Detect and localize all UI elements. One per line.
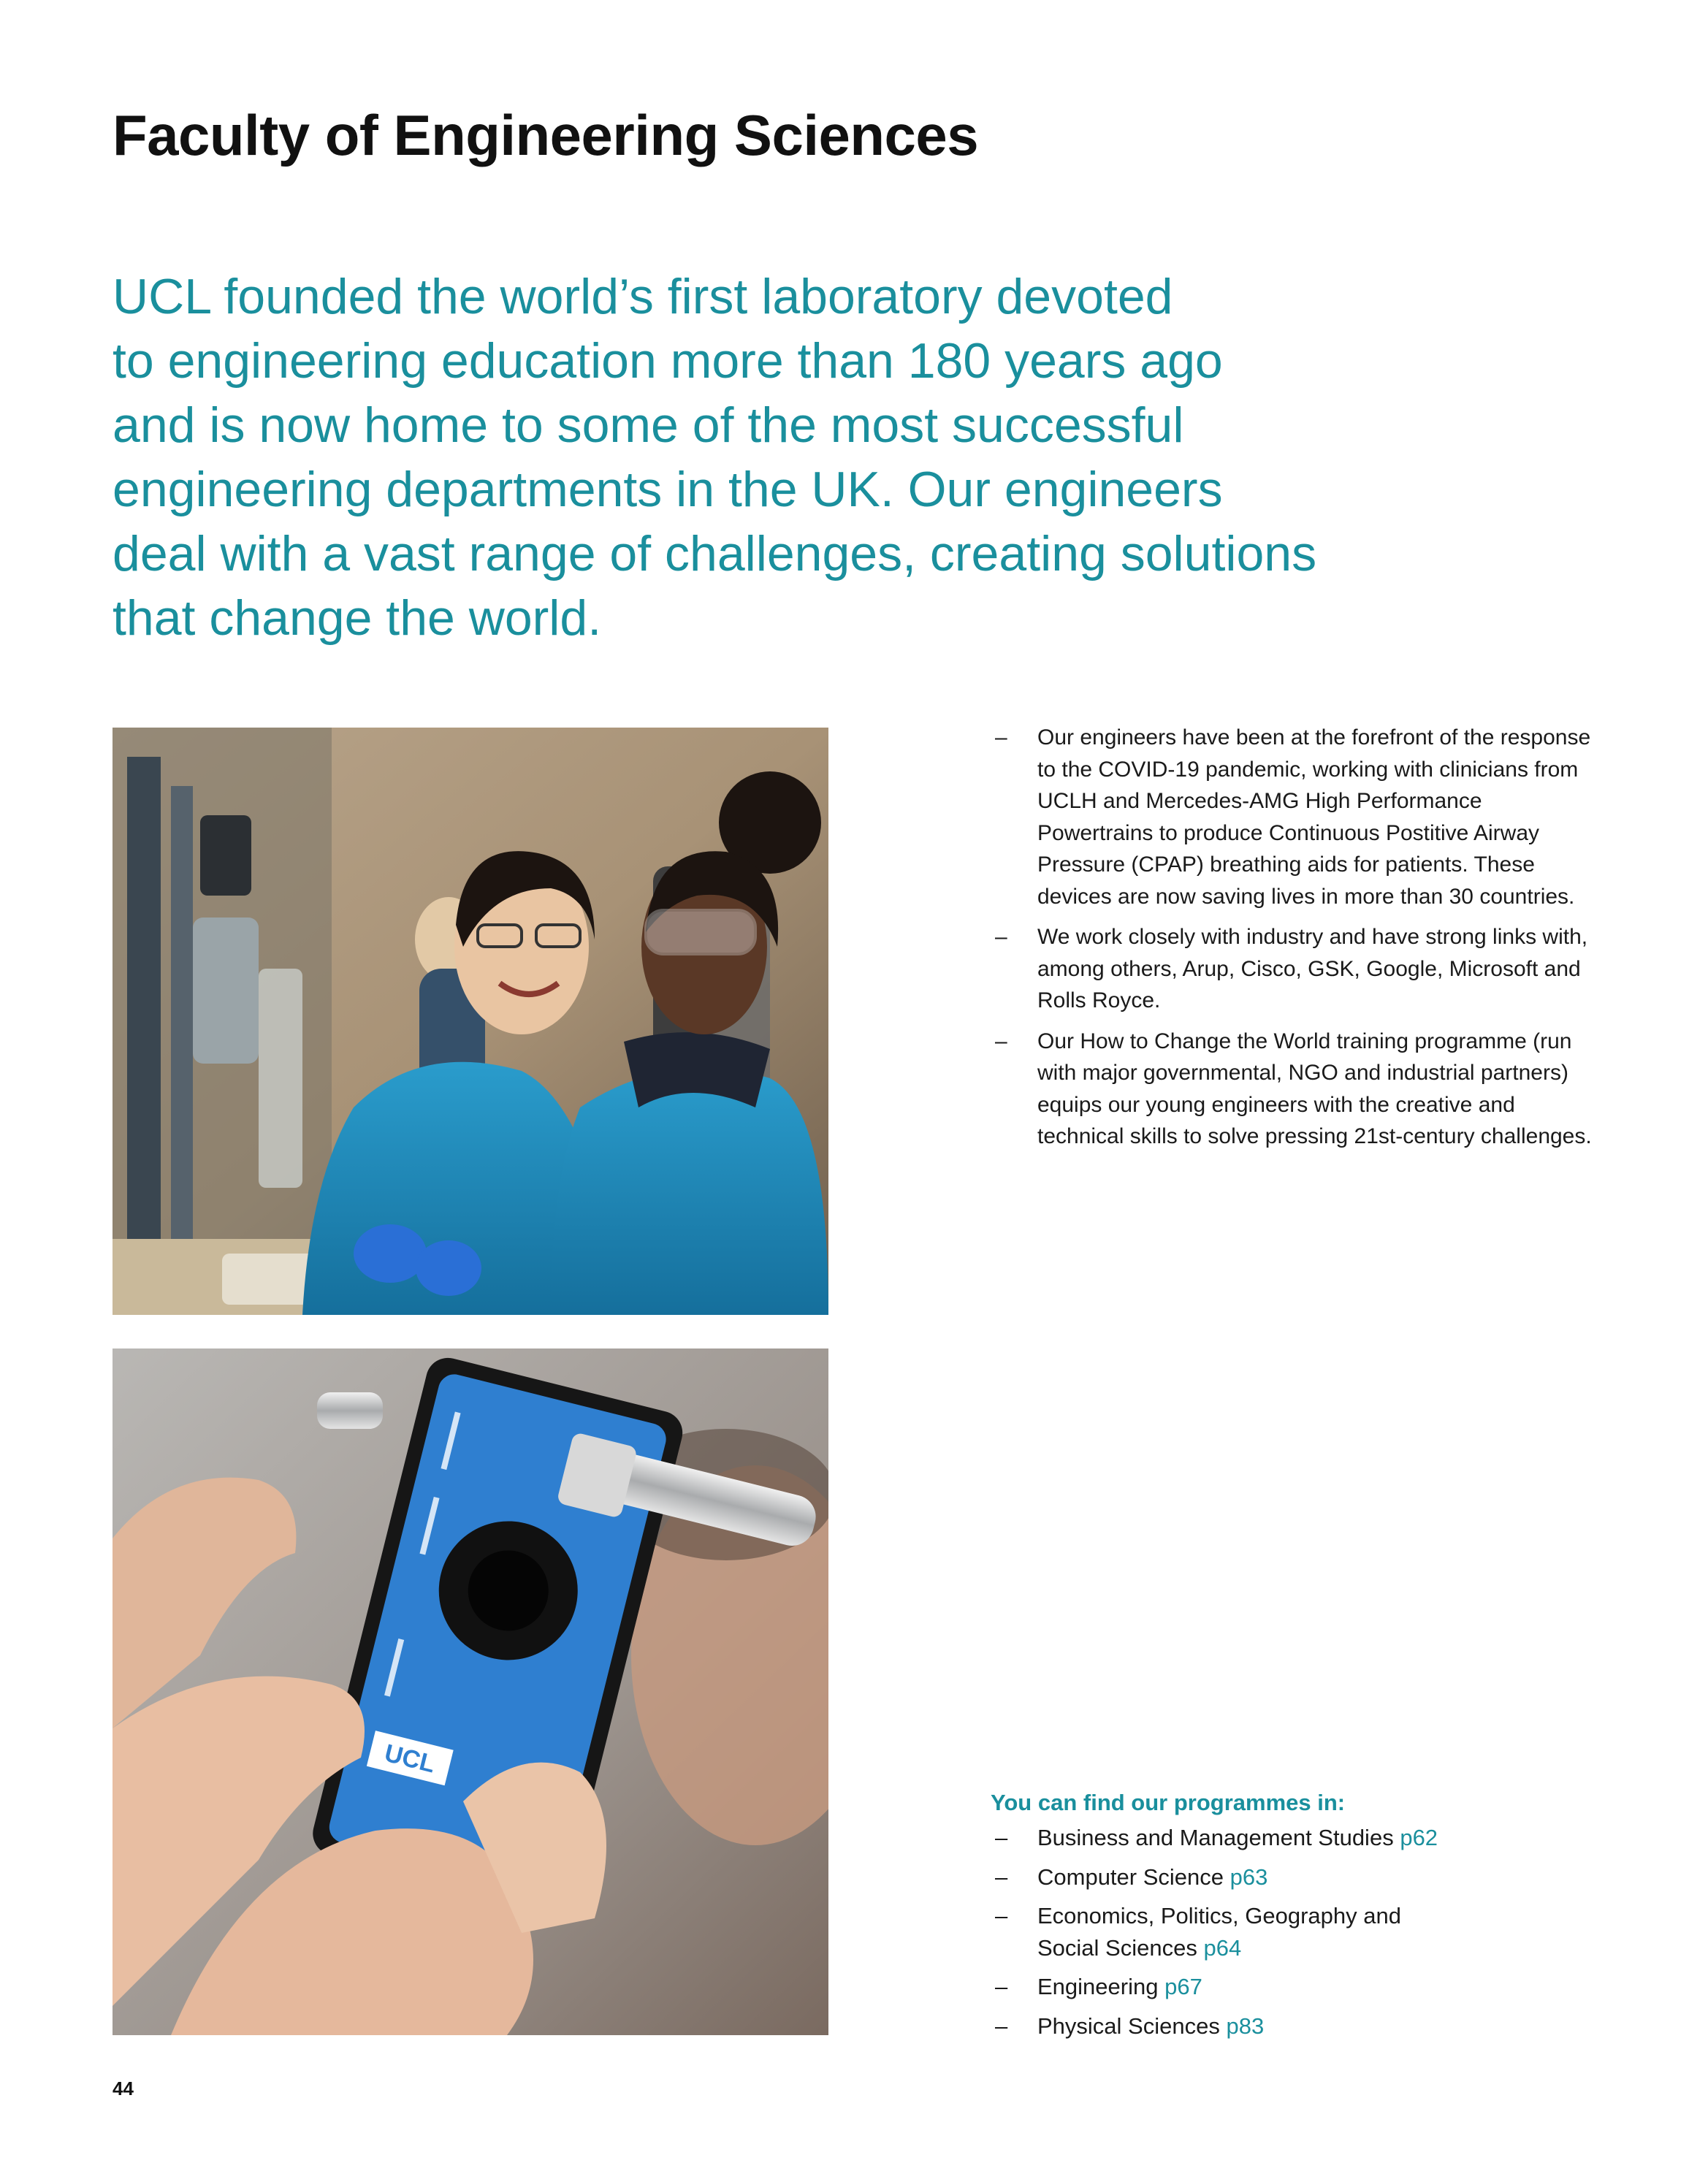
intro-statement bbox=[113, 264, 1501, 650]
fact-text: We work closely with industry and have strong links with, among others, Arup, Cisco, GSK, Google, Microsoft and Rolls Royce. bbox=[1037, 925, 1588, 1012]
programme-item bbox=[995, 2010, 1594, 2042]
device-logo-text: UCL bbox=[381, 1739, 438, 1779]
programme-name: Business and Management Studies bbox=[1037, 1825, 1394, 1850]
bullet-dash: – bbox=[995, 1029, 1007, 1053]
fact-item bbox=[995, 921, 1594, 1017]
programme-page-link[interactable]: p83 bbox=[1226, 2013, 1265, 2039]
bullet-dash: – bbox=[995, 1974, 1008, 1999]
cpap-device-photo bbox=[113, 1348, 828, 2035]
bullet-dash: – bbox=[995, 725, 1007, 749]
fact-text: Our How to Change the World training programme (run with major governmental, NGO and industrial partners) equips our young engineers with the creative and technical skills to solve pressing 21st-century challenges. bbox=[1037, 1029, 1592, 1148]
intro-line: engineering departments in the UK. Our engineers bbox=[113, 462, 1223, 517]
bullet-dash: – bbox=[995, 1825, 1008, 1850]
programme-name: Economics, Politics, Geography and Social Sciences bbox=[1037, 1903, 1401, 1961]
intro-line: and is now home to some of the most successful bbox=[113, 397, 1184, 453]
lab-students-photo bbox=[113, 728, 828, 1315]
programmes-heading: You can find our programmes in: bbox=[991, 1790, 1346, 1815]
fact-item bbox=[995, 722, 1594, 912]
intro-line: UCL founded the world’s first laboratory devoted bbox=[113, 269, 1173, 324]
programme-name: Engineering bbox=[1037, 1974, 1159, 1999]
bullet-dash: – bbox=[995, 1863, 1008, 1890]
programmes-list bbox=[995, 1822, 1594, 2049]
page-title: Faculty of Engineering Sciences bbox=[113, 103, 979, 167]
fact-text: Our engineers have been at the forefront of the response to the COVID-19 pandemic, working with clinicians from UCLH and Mercedes-AMG High Performance Powertrains to produce Continuous Postitive Airway Pressure (CPAP) breathing aids for patients. These devices are now saving lives in more than 30 countries. bbox=[1037, 725, 1591, 909]
programme-page-link[interactable]: p62 bbox=[1400, 1825, 1438, 1850]
intro-line: to engineering education more than 180 years ago bbox=[113, 333, 1223, 389]
programme-item bbox=[995, 1861, 1594, 1893]
bullet-dash: – bbox=[995, 2013, 1008, 2039]
programme-name: Physical Sciences bbox=[1037, 2013, 1220, 2039]
facts-list bbox=[995, 722, 1594, 1161]
device-photo-illustration bbox=[113, 1348, 828, 2035]
programme-page-link[interactable]: p63 bbox=[1229, 1863, 1268, 1890]
bullet-dash: – bbox=[995, 1903, 1008, 1929]
intro-line: deal with a vast range of challenges, creating solutions bbox=[113, 526, 1317, 581]
programme-page-link[interactable]: p64 bbox=[1203, 1934, 1242, 1961]
intro-line: that change the world. bbox=[113, 590, 602, 646]
lab-photo-illustration bbox=[113, 728, 828, 1315]
programme-item bbox=[995, 1822, 1594, 1854]
page-number: 44 bbox=[113, 2078, 134, 2099]
bullet-dash: – bbox=[995, 925, 1007, 949]
programme-page-link[interactable]: p67 bbox=[1164, 1974, 1202, 1999]
programme-name: Computer Science bbox=[1037, 1863, 1224, 1890]
programme-item bbox=[995, 1971, 1594, 2003]
fact-item bbox=[995, 1026, 1594, 1153]
programme-item bbox=[995, 1900, 1446, 1964]
